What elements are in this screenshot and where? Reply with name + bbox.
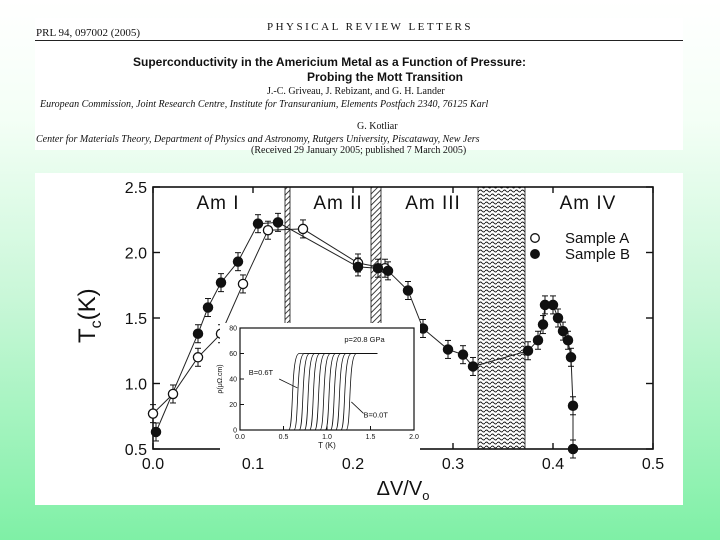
- inset-y-tick-label: 20: [229, 402, 237, 409]
- journal-name: PHYSICAL REVIEW LETTERS: [267, 21, 473, 33]
- x-axis-title: $\Delta V/V_o$: [376, 478, 430, 503]
- article-title-line1: Superconductivity in the Americium Metal as a Function of Pressure:: [133, 55, 526, 69]
- marker: [533, 336, 542, 345]
- inset-x-tick-label: 1.0: [322, 434, 332, 441]
- inset-x-title: T (K): [318, 441, 336, 450]
- data-point-sample-b: [553, 309, 562, 327]
- y-tick-label: 1.0: [124, 376, 147, 394]
- x-tick-label: 0.3: [441, 456, 465, 473]
- legend-marker: [531, 250, 540, 259]
- authors-1: J.-C. Griveau, J. Rebizant, and G. H. Lander: [267, 86, 445, 97]
- marker: [203, 303, 212, 312]
- x-tick-label: 0.0: [141, 456, 165, 473]
- x-tick-label: 0.4: [541, 456, 565, 473]
- y-tick-label: 0.5: [124, 442, 147, 459]
- data-point-sample-a: [193, 348, 202, 366]
- data-point-sample-b: [548, 296, 557, 314]
- inset-annotation-field-zero: B=0.0T: [363, 410, 388, 420]
- inset-annotation-pressure: p=20.8 GPa: [344, 335, 385, 345]
- figure-panel: [35, 173, 683, 505]
- x-tick-label: 0.1: [241, 456, 265, 473]
- marker: [253, 219, 262, 228]
- marker: [403, 286, 412, 295]
- data-point-sample-b: [568, 397, 577, 415]
- phase-label: Am I: [196, 193, 240, 214]
- legend-label: Sample A: [565, 230, 630, 247]
- marker: [443, 345, 452, 354]
- inset-y-tick-label: 40: [229, 376, 237, 384]
- marker: [216, 278, 225, 287]
- marker: [523, 346, 532, 355]
- inset-y-tick-label: 60: [229, 351, 237, 358]
- y-tick-label: 2.0: [124, 245, 147, 263]
- affiliation-1: European Commission, Joint Research Centre, Institute for Transuranium, Elements Postfach 2340, 76125 Karl: [40, 99, 489, 110]
- marker: [353, 262, 362, 271]
- marker: [238, 279, 247, 288]
- marker: [563, 336, 572, 345]
- marker: [298, 224, 307, 233]
- marker: [538, 320, 547, 329]
- inset-x-tick-label: 1.5: [365, 434, 376, 441]
- data-point-sample-b: [273, 213, 282, 231]
- inset-background: [220, 323, 420, 451]
- data-point-sample-b: [458, 346, 467, 364]
- inset-y-tick-label: 0: [233, 427, 237, 435]
- inset-y-title: ρ(μΩ.cm): [217, 364, 224, 394]
- inset-annotation-field-high: B=0.6T: [248, 368, 274, 378]
- phase-label: Am IV: [559, 193, 617, 214]
- phase-boundary-band: [478, 187, 525, 449]
- y-tick-label: 1.5: [124, 311, 147, 328]
- marker: [566, 353, 575, 362]
- header-rule: [35, 40, 683, 41]
- inset-x-tick-label: 2.0: [409, 434, 419, 441]
- data-point-sample-b: [403, 281, 412, 299]
- legend-marker: [531, 234, 540, 243]
- marker: [553, 313, 562, 322]
- marker: [168, 389, 177, 398]
- marker: [263, 226, 272, 235]
- data-point-sample-a: [148, 405, 157, 423]
- inset-x-tick-label: 0.5: [278, 434, 289, 441]
- x-tick-label: 0.5: [641, 456, 665, 473]
- marker: [273, 218, 282, 227]
- data-point-sample-b: [443, 340, 452, 358]
- marker: [458, 350, 467, 359]
- data-point-sample-b: [566, 348, 575, 366]
- marker: [568, 444, 577, 453]
- data-point-sample-b: [568, 440, 577, 458]
- x-tick-label: 0.2: [341, 456, 365, 473]
- marker: [193, 353, 202, 362]
- citation: PRL 94, 097002 (2005): [36, 27, 141, 39]
- tc-vs-volume-chart: [35, 173, 683, 505]
- y-tick-label: 2.5: [124, 180, 147, 197]
- phase-label: Am III: [405, 193, 461, 214]
- y-axis-title: $T_c(K)$: [74, 288, 105, 343]
- inset-y-tick-label: 80: [229, 325, 237, 333]
- article-header: [35, 18, 683, 156]
- data-point-sample-a: [298, 220, 307, 238]
- marker: [151, 427, 160, 436]
- inset-x-tick-label: 0.0: [235, 434, 245, 441]
- phase-label: Am II: [313, 193, 363, 214]
- legend-label: Sample B: [565, 246, 631, 263]
- marker: [568, 401, 577, 410]
- marker: [383, 266, 392, 275]
- received-date: (Received 29 January 2005; published 7 March 2005): [251, 145, 467, 156]
- marker: [373, 264, 382, 273]
- affiliation-2: Center for Materials Theory, Department of Physics and Astronomy, Rutgers University, Piscataway, New Jers: [36, 134, 480, 145]
- article-title-line2: Probing the Mott Transition: [307, 70, 463, 84]
- marker: [548, 300, 557, 309]
- marker: [193, 329, 202, 338]
- marker: [468, 362, 477, 371]
- data-point-sample-b: [468, 357, 477, 375]
- authors-2: G. Kotliar: [357, 121, 398, 132]
- marker: [148, 409, 157, 418]
- marker: [233, 257, 242, 266]
